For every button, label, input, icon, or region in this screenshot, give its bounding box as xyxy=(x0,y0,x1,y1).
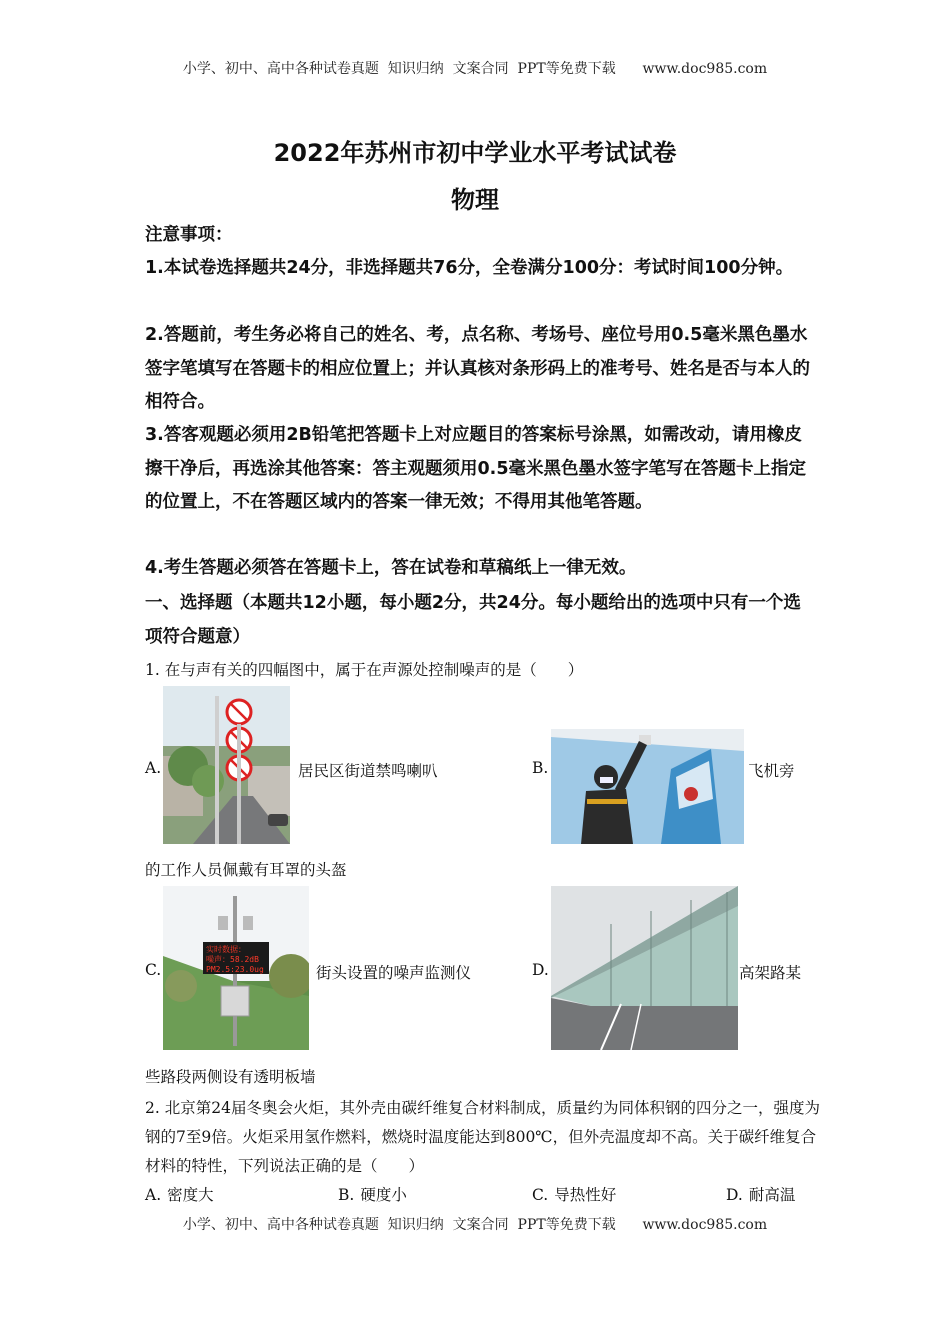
noise-monitor-illustration xyxy=(163,886,309,1050)
q2-option-a-label: A. xyxy=(145,1186,162,1204)
q2-option-d xyxy=(726,1183,795,1205)
q1-option-b-image xyxy=(551,729,744,844)
q2-option-c-label: C. xyxy=(532,1186,549,1204)
q1-option-c-image xyxy=(163,886,309,1050)
q2-option-d-label: D. xyxy=(726,1186,743,1204)
q1-option-b-label: B. xyxy=(532,759,549,777)
q2-stem: 2. 北京第24届冬奥会火炬，其外壳由碳纤维复合材料制成，质量约为同体积钢的四分之一，强度为钢的7至9倍。火炬采用氢作燃料，燃烧时温度能达到800℃，但外壳温度却不高。关于碳纤维复合材料的特性，下列说法正确的是（ ） xyxy=(145,1099,820,1175)
monitor-line-2: 噪声：58.2dB xyxy=(206,955,259,964)
q1-option-a-text: 居民区街道禁鸣喇叭 xyxy=(298,762,438,780)
q2-option-c-text: 导热性好 xyxy=(554,1186,617,1204)
q2-option-d-text: 耐高温 xyxy=(748,1186,796,1204)
q1-option-d-label: D. xyxy=(532,961,549,979)
page-footer: 小学、初中、高中各种试卷真题 知识归纳 文案合同 PPT等免费下载 www.doc985.com xyxy=(182,1217,768,1233)
q1-option-a-image xyxy=(163,686,290,844)
note-item-2: 2.答题前，考生务必将自己的姓名、考，点名称、考场号、座位号用0.5毫米黑色墨水签字笔填写在答题卡的相应位置上；并认真核对条形码上的准考号、姓名是否与本人的相符合。 xyxy=(145,325,810,412)
q1-option-c-label: C. xyxy=(145,961,162,979)
q1-option-d-image xyxy=(551,886,738,1050)
q1-option-d-text-a: 高架路某 xyxy=(739,964,802,982)
note-item-1: 1.本试卷选择题共24分，非选择题共76分，全卷满分100分：考试时间100分钟。 xyxy=(145,258,794,278)
monitor-line-3: PM2.5:23.0ug xyxy=(206,965,264,974)
q1-option-d-text-b: 些路段两侧设有透明板墙 xyxy=(145,1068,316,1086)
note-item-4: 4.考生答题必须答在答题卡上，答在试卷和草稿纸上一律无效。 xyxy=(145,558,637,578)
page-header: 小学、初中、高中各种试卷真题 知识归纳 文案合同 PPT等免费下载 www.doc985.com xyxy=(182,61,768,77)
exam-title: 2022年苏州市初中学业水平考试试卷 xyxy=(273,139,677,167)
q2-option-b-label: B. xyxy=(338,1186,355,1204)
q2-option-a-text: 密度大 xyxy=(167,1186,214,1204)
monitor-line-1: 实时数据： xyxy=(206,945,246,954)
q1-stem: 1. 在与声有关的四幅图中，属于在声源处控制噪声的是（ ） xyxy=(145,661,584,679)
note-item-3: 3.答客观题必须用2B铅笔把答题卡上对应题目的答案标号涂黑，如需改动，请用橡皮擦干净后，再选涂其他答案：答主观题须用0.5毫米黑色墨水签字笔写在答题卡上指定的位置上，不在答题区域内的答案一律无效；不得用其他笔答题。 xyxy=(145,425,806,512)
q2-option-b-text: 硬度小 xyxy=(360,1186,407,1204)
q2-option-b xyxy=(338,1183,407,1205)
q1-option-c-text: 街头设置的噪声监测仪 xyxy=(316,964,472,982)
section-1-heading: 一、选择题（本题共12小题，每小题2分，共24分。每小题给出的选项中只有一个选项符合题意） xyxy=(145,593,801,647)
q2-option-c xyxy=(532,1183,616,1205)
q1-option-b-text-b: 的工作人员佩戴有耳罩的头盔 xyxy=(145,861,347,879)
notes-heading: 注意事项： xyxy=(145,225,233,245)
exam-subject: 物理 xyxy=(451,186,499,214)
street-sign-illustration xyxy=(163,686,290,844)
q1-option-a-label: A. xyxy=(145,759,162,777)
q1-option-b-text-a: 飞机旁 xyxy=(748,762,795,780)
airport-worker-illustration xyxy=(551,729,744,844)
q2-option-a xyxy=(145,1183,214,1205)
sound-barrier-illustration xyxy=(551,886,738,1050)
